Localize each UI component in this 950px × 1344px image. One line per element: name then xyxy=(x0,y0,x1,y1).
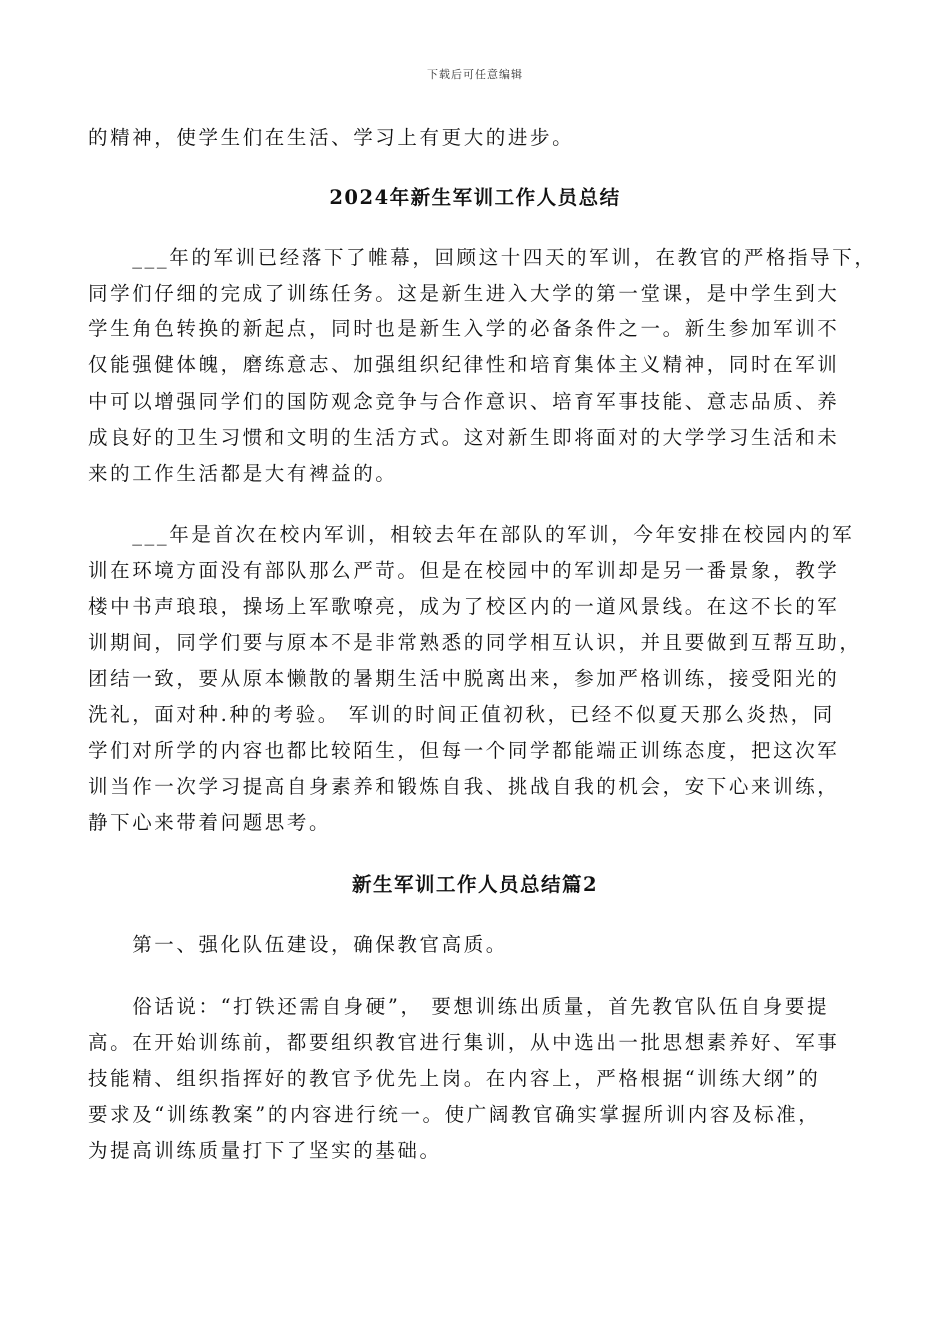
body-line: 的精神，使学生们在生活、学习上有更大的进步。 xyxy=(88,126,575,149)
body-line: 同学们仔细的完成了训练任务。这是新生进入大学的第一堂课，是中学生到大 xyxy=(88,282,840,305)
body-line: 训在环境方面没有部队那么严苛。但是在校园中的军训却是另一番景象，教学 xyxy=(88,559,840,582)
body-line: 训当作一次学习提高自身素养和锻炼自我、挑战自我的机会，安下心来训练， xyxy=(88,775,840,798)
body-line: 为提高训练质量打下了坚实的基础。 xyxy=(88,1139,442,1162)
page-header-note: 下载后可任意编辑 xyxy=(427,68,523,81)
body-line: ___年的军训已经落下了帷幕，回顾这十四天的军训，在教官的严格指导下， xyxy=(88,246,877,269)
body-line: 楼中书声琅琅，操场上军歌嘹亮，成为了校区内的一道风景线。在这不长的军 xyxy=(88,595,840,618)
body-line: 团结一致，要从原本懒散的暑期生活中脱离出来，参加严格训练，接受阳光的 xyxy=(88,667,840,690)
body-line: 技能精、组织指挥好的教官予优先上岗。在内容上，严格根据“训练大纲”的 xyxy=(88,1067,821,1090)
section-heading: 2024年新生军训工作人员总结 xyxy=(329,186,621,209)
body-line: 中可以增强同学们的国防观念竞争与合作意识、培育军事技能、意志品质、养 xyxy=(88,390,840,413)
body-line: 高。在开始训练前，都要组织教官进行集训，从中选出一批思想素养好、军事 xyxy=(88,1031,840,1054)
body-line: 静下心来带着问题思考。 xyxy=(88,811,332,834)
body-line: ___年是首次在校内军训，相较去年在部队的军训，今年安排在校园内的军 xyxy=(88,523,855,546)
section-heading: 新生军训工作人员总结篇2 xyxy=(351,873,599,896)
body-line: 学生角色转换的新起点，同时也是新生入学的必备条件之一。新生参加军训不 xyxy=(88,317,840,340)
body-line: 俗话说：“打铁还需自身硬”， 要想训练出质量，首先教官队伍自身要提 xyxy=(88,995,830,1018)
body-line: 来的工作生活都是大有裨益的。 xyxy=(88,462,398,485)
body-line: 训期间，同学们要与原本不是非常熟悉的同学相互认识，并且要做到互帮互助， xyxy=(88,631,862,654)
body-line: 仅能强健体魄，磨练意志、加强组织纪律性和培育集体主义精神，同时在军训 xyxy=(88,353,840,376)
body-line: 学们对所学的内容也都比较陌生，但每一个同学都能端正训练态度，把这次军 xyxy=(88,739,840,762)
body-line: 洗礼，面对种.种的考验。 军训的时间正值初秋，已经不似夏天那么炎热，同 xyxy=(88,703,835,726)
body-line: 要求及“训练教案”的内容进行统一。使广阔教官确实掌握所训内容及标准， xyxy=(88,1103,821,1126)
body-line: 第一、强化队伍建设，确保教官高质。 xyxy=(88,933,508,956)
body-line: 成良好的卫生习惯和文明的生活方式。这对新生即将面对的大学学习生活和未 xyxy=(88,426,840,449)
